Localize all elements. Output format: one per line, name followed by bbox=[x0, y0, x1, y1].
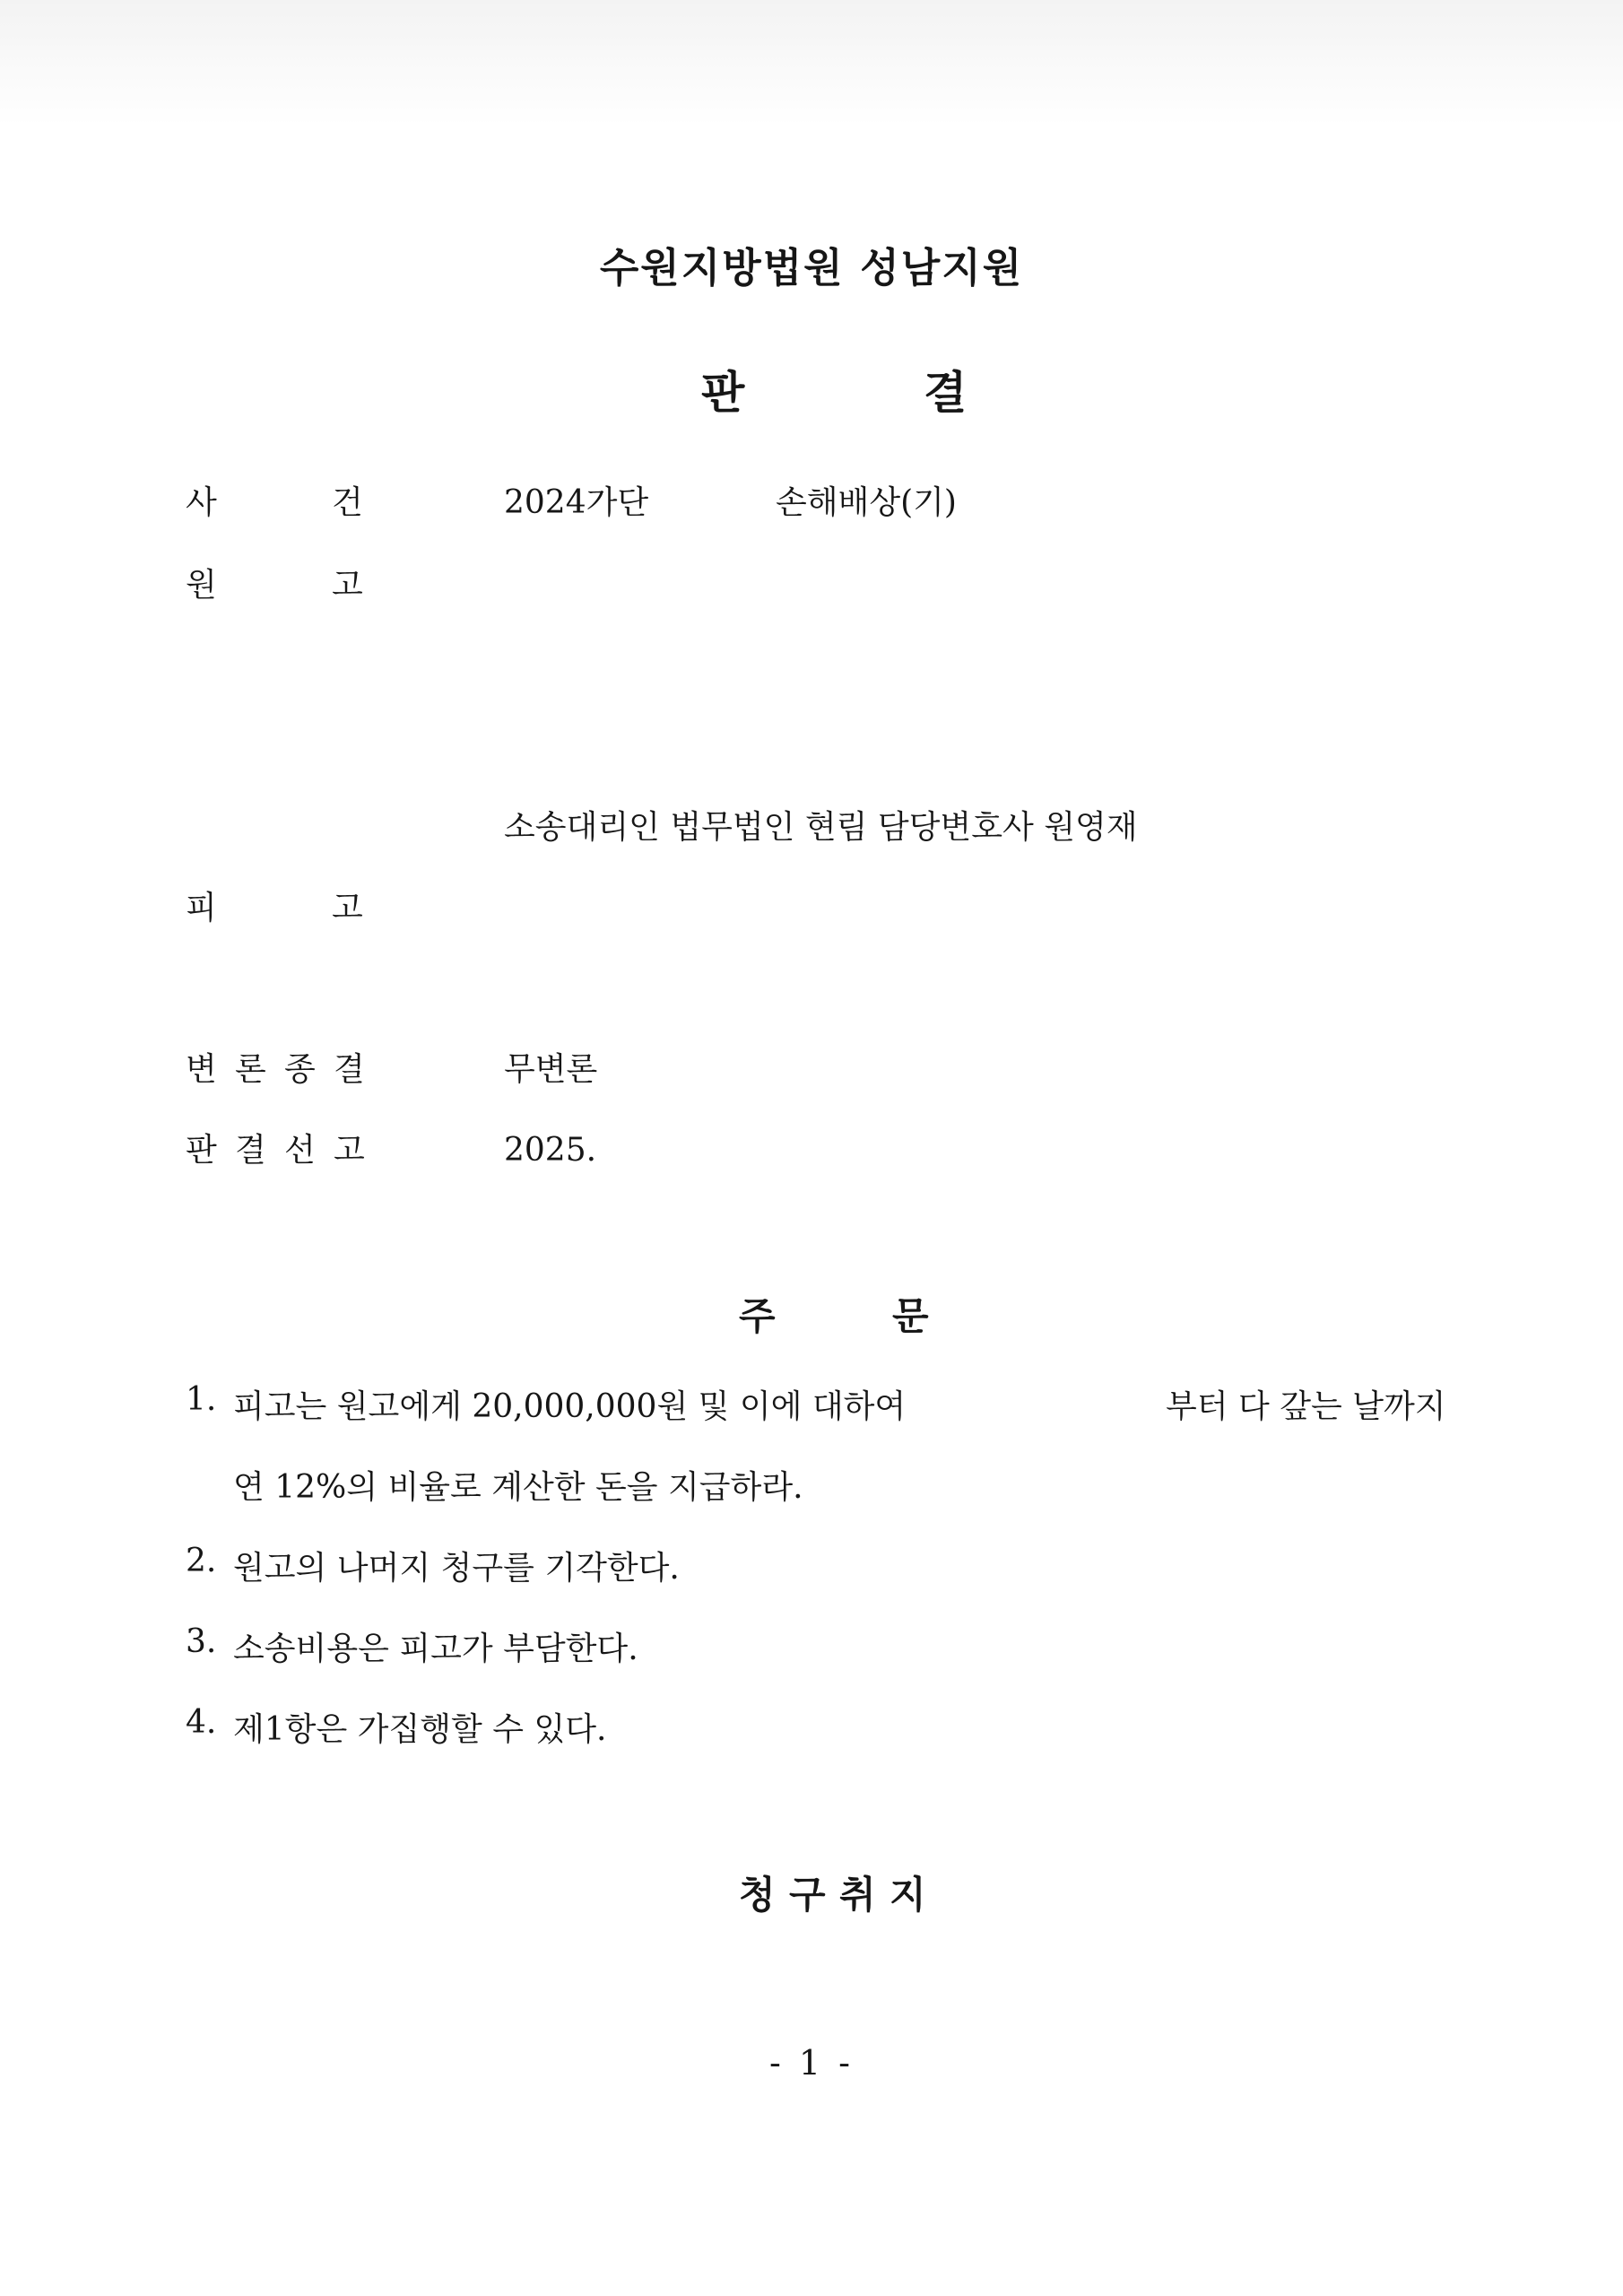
closing-label-char: 종 bbox=[284, 1051, 316, 1088]
order-item-text-cont: 부터 다 갚는 날까지 bbox=[1166, 1388, 1446, 1425]
plaintiff-label-char: 원 bbox=[186, 567, 217, 604]
ruling-label-char: 판 bbox=[186, 1132, 217, 1169]
order-item-number: 4. bbox=[186, 1704, 217, 1741]
case-type: 손해배상(기) bbox=[776, 484, 957, 521]
order-item-number: 3. bbox=[186, 1623, 217, 1660]
case-label-char: 건 bbox=[332, 484, 363, 521]
claim-heading-char: 구 bbox=[789, 1873, 826, 1917]
ruling-date-value: 2025. bbox=[504, 1132, 597, 1169]
document-title-char: 판 bbox=[701, 367, 745, 419]
order-item-text: 원고의 나머지 청구를 기각한다. bbox=[233, 1550, 680, 1587]
ruling-label-char: 선 bbox=[284, 1132, 316, 1169]
claim-heading-char: 지 bbox=[890, 1873, 926, 1917]
order-heading-char: 주 bbox=[739, 1294, 776, 1338]
order-item-line2: 연 12%의 비율로 계산한 돈을 지급하라. bbox=[233, 1469, 803, 1506]
claim-heading-char: 청 bbox=[739, 1873, 776, 1917]
defendant-label-char: 고 bbox=[332, 890, 363, 926]
case-label-char: 사 bbox=[186, 484, 217, 521]
scan-top-shade bbox=[0, 0, 1623, 126]
order-item-text: 피고는 원고에게 20,000,000원 및 이에 대하여 bbox=[233, 1388, 907, 1425]
document-title-char: 결 bbox=[924, 367, 968, 419]
closing-value: 무변론 bbox=[504, 1051, 598, 1088]
court-name: 수원지방법원 성남지원 bbox=[599, 244, 1024, 291]
closing-label-char: 변 bbox=[186, 1051, 217, 1088]
closing-label-char: 결 bbox=[334, 1051, 365, 1088]
ruling-label-char: 결 bbox=[235, 1132, 266, 1169]
plaintiff-label-char: 고 bbox=[332, 567, 363, 604]
order-item-text: 제1항은 가집행할 수 있다. bbox=[233, 1711, 607, 1748]
case-number: 2024가단 bbox=[504, 484, 649, 521]
order-item-text: 소송비용은 피고가 부담한다. bbox=[233, 1631, 638, 1667]
order-item-number: 1. bbox=[186, 1381, 217, 1418]
claim-heading-char: 취 bbox=[839, 1873, 876, 1917]
attorney-line: 소송대리인 법무법인 현림 담당변호사 원영재 bbox=[504, 809, 1138, 846]
page-number: - 1 - bbox=[768, 2043, 854, 2083]
ruling-label-char: 고 bbox=[334, 1132, 365, 1169]
order-item-number: 2. bbox=[186, 1543, 217, 1579]
closing-label-char: 론 bbox=[235, 1051, 266, 1088]
order-heading-char: 문 bbox=[892, 1294, 929, 1338]
defendant-label-char: 피 bbox=[186, 890, 217, 926]
